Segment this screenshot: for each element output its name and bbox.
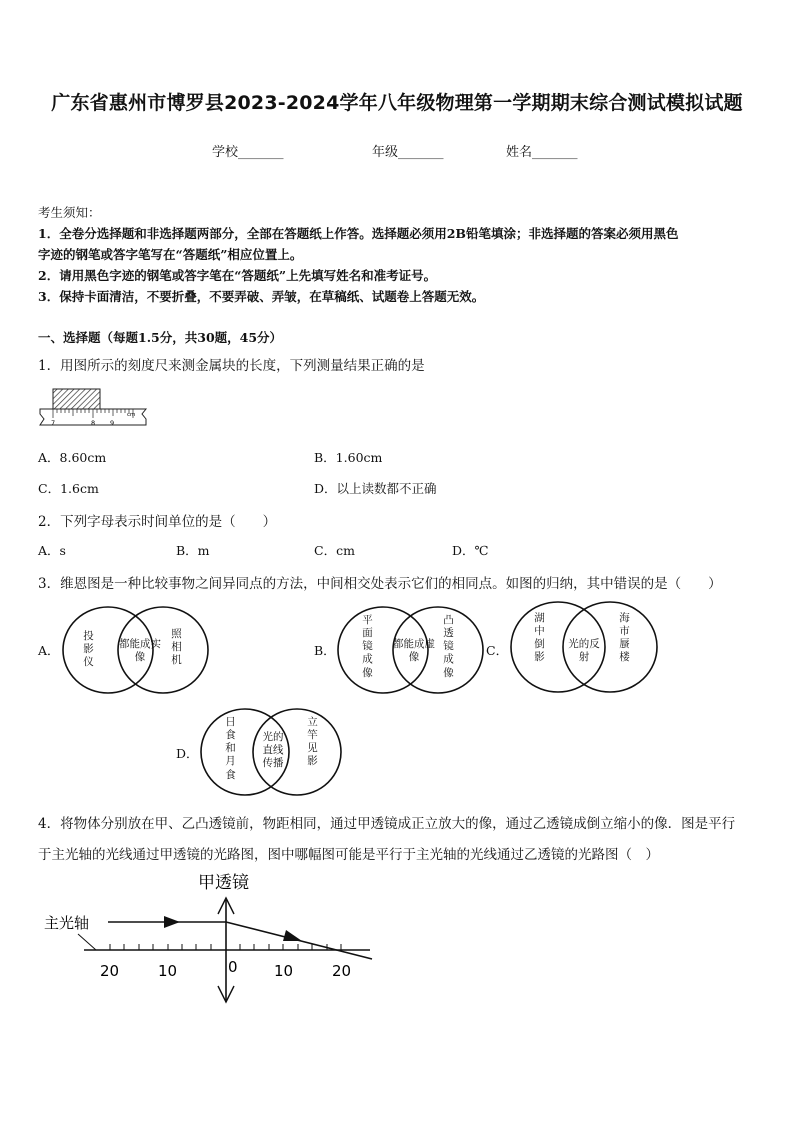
q3-stem: 3．维恩图是一种比较事物之间异同点的方法，中间相交处表示它们的相同点。如图的归纳，其中错误的是（ ） (38, 576, 722, 592)
venn-d-left: 日食和月食 (225, 716, 236, 781)
venn-c-left: 湖中倒影 (534, 612, 545, 664)
venn-a-label: A． (38, 643, 60, 658)
q1-option-c: C．1.6cm (38, 481, 99, 496)
q1-stem: 1．用图所示的刻度尺来测金属块的长度，下列测量结果正确的是 (38, 358, 425, 374)
notice-heading: 考生须知： (38, 205, 101, 220)
q1-option-b: B．1.60cm (314, 450, 383, 465)
venn-b-left: 平面镜成像 (362, 614, 373, 679)
ruler-unit: cm (127, 412, 136, 418)
venn-b-mid: 都能成虚像 (393, 638, 435, 664)
q4-stem-line1: 4．将物体分别放在甲、乙凸透镜前，物距相同，通过甲透镜成正立放大的像，通过乙透镜成倒立缩小的像．图是平行 (38, 816, 736, 832)
section-heading: 一、选择题（每题1.5分，共30题，45分） (38, 330, 283, 345)
venn-c-right: 海市蜃楼 (619, 612, 630, 664)
notice-line-1: 1．全卷分选择题和非选择题两部分，全部在答题纸上作答。选择题必须用2B铅笔填涂；非选择题的答案必须用黑色 (38, 226, 679, 241)
q2-option-b: B．m (176, 543, 210, 558)
refracted-arrow (283, 930, 302, 941)
venn-b-label: B． (314, 643, 336, 658)
notice-line-3: 2．请用黑色字迹的钢笔或答字笔在“答题纸”上先填写姓名和准考证号。 (38, 268, 437, 283)
q2-option-c: C．cm (314, 543, 355, 558)
axis-pointer (78, 934, 96, 950)
notice-line-2: 字迹的钢笔或答字笔写在“答题纸”相应位置上。 (38, 247, 303, 262)
venn-c-label: C． (486, 643, 509, 658)
venn-d-label: D． (176, 746, 199, 761)
tick-label-left-20: 20 (100, 962, 120, 980)
lens-label: 甲透镜 (198, 873, 249, 893)
name-field: 姓名_______ (506, 145, 578, 160)
q2-stem: 2．下列字母表示时间单位的是（ ） (38, 514, 277, 530)
venn-a-mid: 都能成实像 (119, 638, 161, 664)
tick-label-left-10: 10 (158, 962, 178, 980)
metal-block (53, 389, 100, 409)
ruler-label-9: 9 (110, 419, 115, 427)
venn-c-mid: 光的反射 (568, 638, 600, 664)
school-field: 学校_______ (212, 145, 284, 160)
venn-d-right: 立竿见影 (307, 716, 318, 768)
ruler-label-7: 7 (51, 419, 56, 427)
q2-option-d: D．℃ (452, 543, 489, 558)
tick-label-zero: 0 (228, 958, 238, 976)
axis-label: 主光轴 (44, 914, 90, 932)
grade-field: 年级_______ (372, 145, 444, 160)
q2-option-a: A．s (38, 543, 66, 558)
incident-arrow (164, 916, 180, 928)
ruler-figure (38, 385, 148, 429)
venn-a-right: 照相机 (171, 628, 182, 667)
q1-option-d: D．以上读数都不正确 (314, 481, 437, 496)
venn-d-mid: 光的直线传播 (262, 731, 284, 770)
tick-label-right-20: 20 (332, 962, 352, 980)
q1-option-a: A．8.60cm (38, 450, 107, 465)
notice-line-4: 3．保持卡面清洁，不要折叠，不要弄破、弄皱，在草稿纸、试题卷上答题无效。 (38, 289, 485, 304)
venn-a-left: 投影仪 (83, 630, 94, 669)
q4-stem-line2: 于主光轴的光线通过甲透镜的光路图，图中哪幅图可能是平行于主光轴的光线通过乙透镜的光路图（ ） (38, 847, 659, 863)
lens-diagram (38, 866, 383, 1008)
page-title: 广东省惠州市博罗县2023-2024学年八年级物理第一学期期末综合测试模拟试题 (51, 92, 743, 114)
ruler-label-8: 8 (91, 419, 96, 427)
tick-label-right-10: 10 (274, 962, 294, 980)
venn-b-right: 凸透镜成像 (443, 614, 454, 679)
